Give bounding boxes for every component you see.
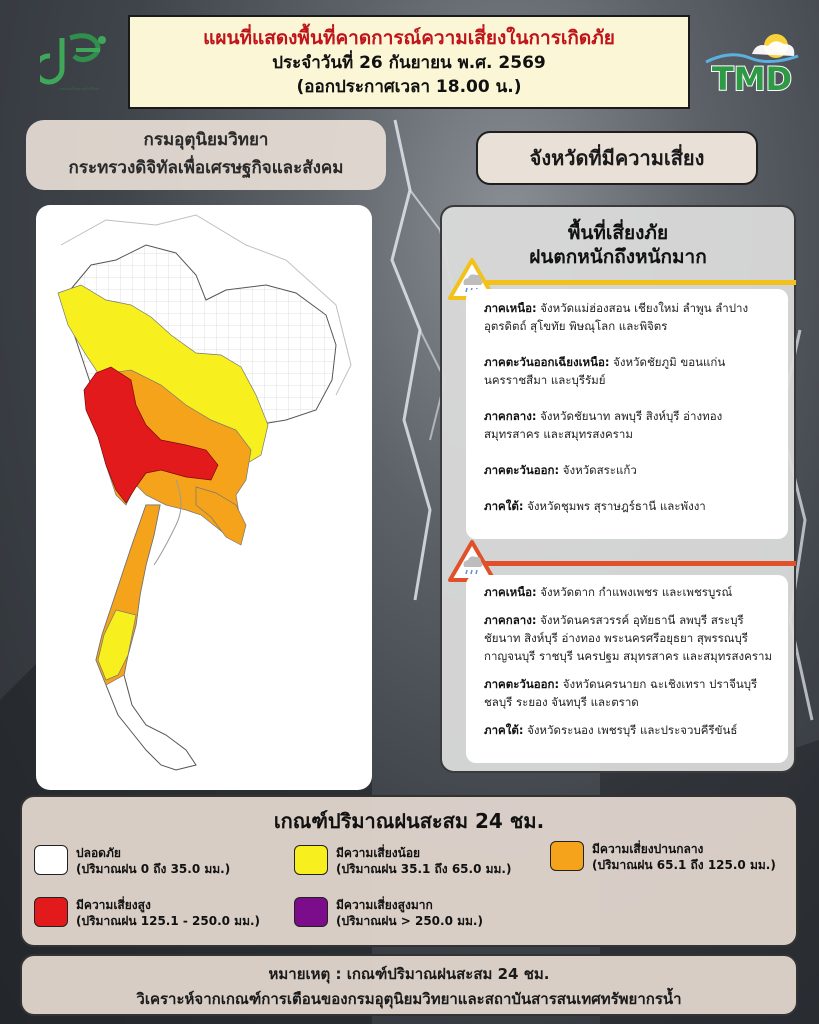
orange-risk-card [466,575,788,763]
rainfall-legend [20,795,798,947]
list-item: ภาคกลาง: จังหวัดนครสวรรค์ อุทัยธานี ลพบุรี สระบุรี ชัยนาท สิงห์บุรี อ่างทอง พระนครศรีอยุธยา สุพรรณบุรี กาญจนบุรี ราชบุรี นครปฐม สมุทรสาคร และสมุทรสงคราม [484,613,773,663]
tmd-logo-text: TMD [711,60,793,98]
department-name: กรมอุตุนิยมวิทยา [143,130,269,150]
date-line: ประจำวันที่ 26 กันยายน พ.ศ. 2569 [272,53,546,73]
orange-divider [472,561,796,566]
tmd-logo [700,28,804,98]
legend-item-low: มีความเสี่ยงน้อย (ปริมาณฝน 35.1 ถึง 65.0 มม.) [294,845,511,877]
risk-area-title-line2: ฝนตกหนักถึงหนักมาก [529,246,707,268]
list-item: ภาคตะวันออก: จังหวัดนครนายก ฉะเชิงเทรา ปราจีนบุรี ชลบุรี ระยอง จันทบุรี และตราด [484,677,758,709]
list-item: ภาคเหนือ: จังหวัดตาก กำแพงเพชร และเพชรบูรณ์ [484,585,733,599]
footnote [20,954,798,1016]
list-item: ภาคตะวันออกเฉียงเหนือ: จังหวัดชัยภูมิ ขอนแก่น นครราชสีมา และบุรีรัมย์ [484,355,726,387]
legend-swatch [34,897,68,927]
risk-area-panel [440,205,796,773]
list-item: ภาคใต้: จังหวัดระนอง เพชรบุรี และประจวบคีรีขันธ์ [484,723,738,737]
footnote-line1: หมายเหตุ : เกณฑ์ปริมาณฝนสะสม 24 ชม. [268,965,550,983]
legend-item-medium: มีความเสี่ยงปานกลาง (ปริมาณฝน 65.1 ถึง 125.0 มม.) [550,841,776,873]
list-item: ภาคกลาง: จังหวัดชัยนาท ลพบุรี สิงห์บุรี อ่างทอง สมุทรสาคร และสมุทรสงคราม [484,409,723,441]
ministry-name: กระทรวงดิจิทัลเพื่อเศรษฐกิจและสังคม [68,158,344,178]
legend-swatch [294,897,328,927]
agency-logo-caption: กรมส่งเสริมเศรษฐกิจดิจิทัล [58,87,100,91]
list-item: ภาคตะวันออก: จังหวัดสระแก้ว [484,463,637,477]
list-item: ภาคใต้: จังหวัดชุมพร สุราษฎร์ธานี และพังงา [484,499,706,513]
agency-logo [40,28,118,96]
legend-swatch [34,845,68,875]
department-box [26,120,386,190]
risk-area-title-line1: พื้นที่เสี่ยงภัย [567,222,669,244]
legend-swatch [294,845,328,875]
issued-time: (ออกประกาศเวลา 18.00 น.) [296,77,522,97]
legend-item-very-high: มีความเสี่ยงสูงมาก (ปริมาณฝน > 250.0 มม.) [294,897,483,929]
legend-title: เกณฑ์ปริมาณฝนสะสม 24 ชม. [273,809,545,833]
list-item: ภาคเหนือ: จังหวัดแม่ฮ่องสอน เชียงใหม่ ลำพูน ลำปาง อุตรดิตถ์ สุโขทัย พิษณุโลก และพิจิตร [484,301,749,333]
legend-swatch [550,841,584,871]
legend-item-high: มีความเสี่ยงสูง (ปริมาณฝน 125.1 - 250.0 มม.) [34,897,260,929]
footnote-line2: วิเคราะห์จากเกณฑ์การเตือนของกรมอุตุนิยมวิทยาและสถาบันสารสนเทศทรัพยากรน้ำ [136,990,682,1008]
legend-item-safe: ปลอดภัย (ปริมาณฝน 0 ถึง 35.0 มม.) [34,845,230,877]
yellow-risk-card [466,289,788,539]
thailand-risk-map [36,205,372,790]
header-box [128,15,690,109]
risk-provinces-heading: จังหวัดที่มีความเสี่ยง [476,131,758,185]
yellow-divider [472,280,796,285]
page-title: แผนที่แสดงพื้นที่คาดการณ์ความเสี่ยงในการเกิดภัย [203,27,615,49]
